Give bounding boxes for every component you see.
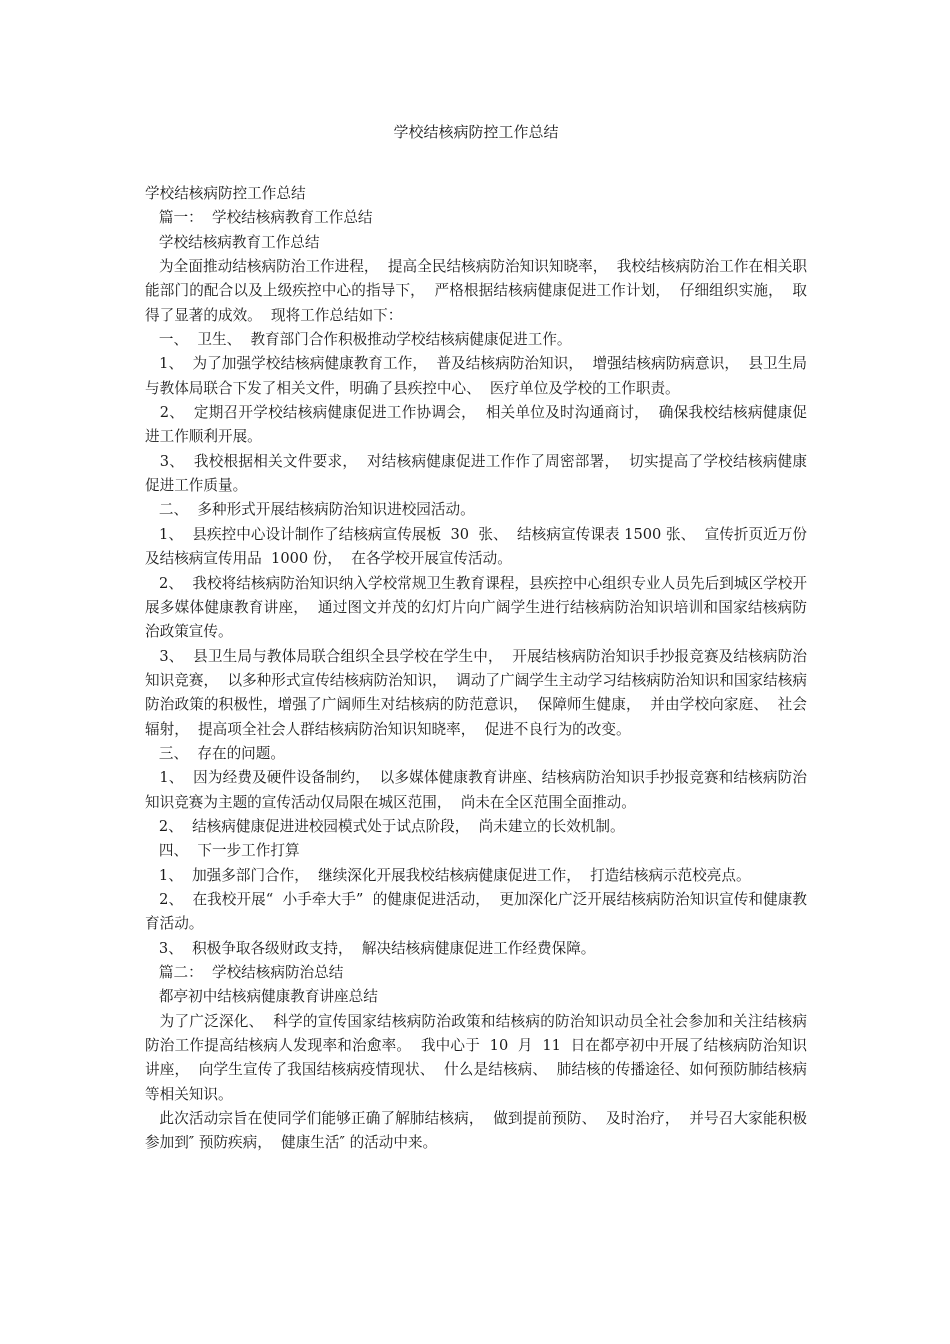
paragraph: 一、 卫生、 教育部门合作积极推动学校结核病健康促进工作。	[145, 331, 572, 349]
doc-subtitle: 学校结核病防控工作总结	[145, 185, 306, 202]
paragraph: 1、 加强多部门合作， 继续深化开展我校结核病健康促进工作， 打造结核病示范校亮点。	[145, 866, 751, 884]
paragraph: 2、 定期召开学校结核病健康促进工作协调会， 相关单位及时沟通商讨， 确保我校结核病健康促进工作顺利开展。	[145, 404, 808, 446]
paragraph: 3、 县卫生局与教体局联合组织全县学校在学生中， 开展结核病防治知识手抄报竞赛及结核病防治知识竞赛， 以多种形式宣传结核病防治知识， 调动了广阔学生主动学习结核病防治知识和国家结核病防治政策的积极性，增强了广阔师生对结核病的防范意识， 保障师生健康， 并由学校向家庭、 社会辐射， 提高项全社会人群结核病防治知识知晓率， 促进不良行为的改变。	[145, 647, 807, 738]
paragraph: 四、 下一步工作打算	[145, 842, 300, 860]
paragraph: 3、 我校根据相关文件要求， 对结核病健康促进工作作了周密部署， 切实提高了学校结核病健康促进工作质量。	[145, 452, 808, 495]
paragraph: 1、 县疾控中心设计制作了结核病宣传展板 30 张、 结核病宣传课表 1500 张、 宣传折页近万份及结核病宣传用品 1000 份， 在各学校开展宣传活动。	[145, 525, 807, 568]
section-heading: 篇二： 学校结核病防治总结	[145, 964, 344, 981]
paragraph: 2、 在我校开展“ 小手牵大手” 的健康促进活动， 更加深化广泛开展结核病防治知识宣传和健康教育活动。	[145, 890, 807, 933]
paragraph: 二、 多种形式开展结核病防治知识进校园活动。	[145, 501, 475, 519]
paragraph: 三、 存在的问题。	[145, 744, 285, 762]
article-title: 都亭初中结核病健康教育讲座总结	[145, 988, 378, 1006]
paragraph: 1、 因为经费及硬件设备制约， 以多媒体健康教育讲座、结核病防治知识手抄报竞赛和结核病防治知识竞赛为主题的宣传活动仅局限在城区范围， 尚未在全区范围全面推动。	[145, 769, 807, 811]
paragraph: 3、 积极争取各级财政支持， 解决结核病健康促进工作经费保障。	[145, 939, 596, 957]
paragraph: 为全面推动结核病防治工作进程， 提高全民结核病防治知识知晓率， 我校结核病防治工作在相关职能部门的配合以及上级疾控中心的指导下， 严格根据结核病健康促进工作计划， 仔细组织实施， 取得了显著的成效。 现将工作总结如下：	[145, 258, 808, 324]
paragraph: 2、 结核病健康促进进校园模式处于试点阶段， 尚未建立的长效机制。	[145, 817, 625, 835]
paragraph: 为了广泛深化、 科学的宣传国家结核病防治政策和结核病的防治知识动员全社会参加和关注结核病防治工作提高结核病人发现率和治愈率。 我中心于 10 月 11 日在都亭初中开展了结核病防治知识讲座， 向学生宣传了我国结核病疫情现状、 什么是结核病、 肺结核的传播途径、如何预防肺结核病等相关知识。	[145, 1012, 807, 1103]
document-page	[145, 120, 807, 1156]
paragraph: 此次活动宗旨在使同学们能够正确了解肺结核病， 做到提前预防、 及时治疗， 并号召大家能积极参加到″ 预防疾病， 健康生活″ 的活动中来。	[145, 1110, 807, 1152]
article-title: 学校结核病教育工作总结	[145, 233, 320, 251]
section-heading: 篇一： 学校结核病教育工作总结	[145, 209, 373, 227]
paragraph: 1、 为了加强学校结核病健康教育工作， 普及结核病防治知识， 增强结核病防病意识， 县卫生局与教体局联合下发了相关文件，明确了县疾控中心、 医疗单位及学校的工作职责。	[145, 355, 807, 397]
paragraph: 2、 我校将结核病防治知识纳入学校常规卫生教育课程，县疾控中心组织专业人员先后到城区学校开展多媒体健康教育讲座， 通过图文并茂的幻灯片向广阔学生进行结核病防治知识培训和国家结核病防治政策宣传。	[145, 574, 807, 641]
document-title: 学校结核病防控工作总结	[393, 123, 559, 141]
